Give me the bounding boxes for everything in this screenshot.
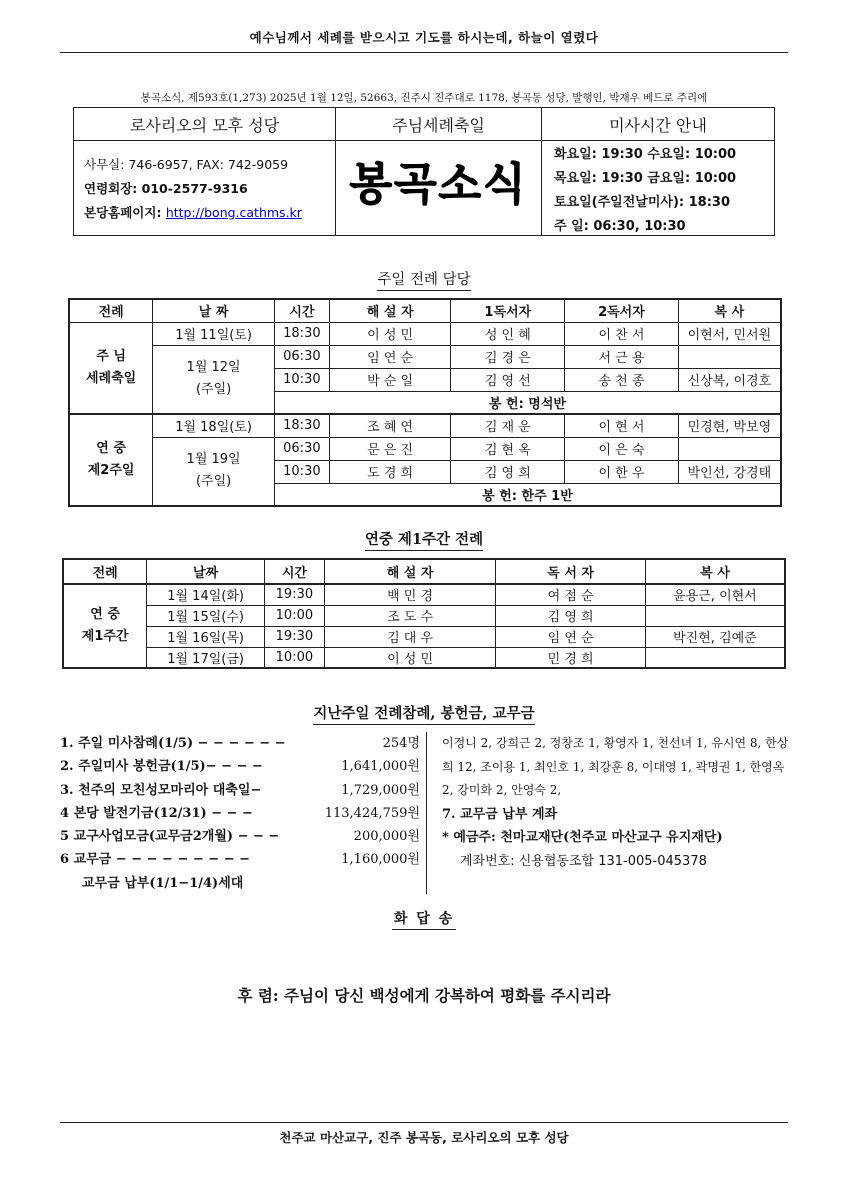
col-header: 복 사 bbox=[645, 559, 785, 584]
time-cell: 19:30 bbox=[264, 626, 324, 647]
reader-cell: 임 연 순 bbox=[496, 626, 646, 647]
reader1-cell: 김 경 은 bbox=[451, 345, 565, 368]
homepage-label: 본당홈페이지: bbox=[84, 205, 166, 220]
top-banner: 예수님께서 세례를 받으시고 기도를 하시는데, 하늘이 열렸다 bbox=[60, 28, 788, 53]
col-header: 복 사 bbox=[678, 299, 781, 322]
table-row bbox=[63, 626, 785, 647]
reader-cell: 여 점 순 bbox=[496, 584, 646, 605]
servers-cell: 신상복, 이경호 bbox=[678, 368, 781, 391]
donor-list: 이정니 2, 강희근 2, 정창조 1, 황영자 1, 천선녀 1, 유시연 8, 한상희 12, 조이용 1, 최인호 1, 최강훈 8, 이대영 1, 곽명권 1, 한영옥 2, 강미화 2, 안영숙 2, bbox=[442, 736, 789, 797]
reader1-cell: 김 재 운 bbox=[451, 414, 565, 437]
reader2-cell: 이 현 서 bbox=[565, 414, 679, 437]
table-row bbox=[69, 322, 781, 345]
footer-divider bbox=[60, 1122, 788, 1123]
table-row bbox=[63, 605, 785, 626]
ledger-row: 5 교구사업모금(교무금2개월) − − − 200,000원 bbox=[60, 829, 420, 845]
table-header-row bbox=[69, 299, 781, 322]
servers-cell: 윤용근, 이현서 bbox=[645, 584, 785, 605]
servers-cell bbox=[645, 605, 785, 626]
date-cell: 1월 19일 (주일) bbox=[153, 437, 275, 506]
col-header: 시간 bbox=[264, 559, 324, 584]
date-cell: 1월 17일(금) bbox=[147, 647, 265, 668]
header-box bbox=[73, 107, 775, 236]
weekday-liturgy-title: 연중 제1주간 전례 bbox=[0, 528, 848, 549]
weekday-liturgy-table bbox=[62, 558, 786, 669]
time-cell: 10:00 bbox=[264, 647, 324, 668]
feast-name: 주님세례축일 bbox=[336, 108, 541, 141]
col-header: 독 서 자 bbox=[496, 559, 646, 584]
date-cell: 1월 12일 (주일) bbox=[153, 345, 275, 414]
offering-cell: 봉 헌: 명석반 bbox=[274, 391, 781, 414]
col-header: 해 설 자 bbox=[324, 559, 495, 584]
col-header: 날 짜 bbox=[153, 299, 275, 322]
reader2-cell: 송 천 종 bbox=[565, 368, 679, 391]
time-cell: 10:30 bbox=[274, 460, 329, 483]
col-header: 1독서자 bbox=[451, 299, 565, 322]
col-header: 2독서자 bbox=[565, 299, 679, 322]
sunday-liturgy-table bbox=[68, 298, 782, 507]
col-header: 날짜 bbox=[147, 559, 265, 584]
table-row bbox=[69, 437, 781, 460]
servers-cell: 이현서, 민서원 bbox=[678, 322, 781, 345]
mass-time-title: 미사시간 안내 bbox=[542, 108, 774, 141]
commentator-cell: 김 대 우 bbox=[324, 626, 495, 647]
col-header: 전례 bbox=[69, 299, 153, 322]
liturgy-name: 주 님 세례축일 bbox=[69, 322, 153, 414]
newsletter-title: 봉곡소식 bbox=[349, 159, 528, 210]
servers-cell: 박진현, 김예준 bbox=[645, 626, 785, 647]
sunday-liturgy-title: 주일 전례 담당 bbox=[0, 268, 848, 289]
reader-cell: 김 영 희 bbox=[496, 605, 646, 626]
homepage-link[interactable]: http://bong.cathms.kr bbox=[165, 205, 302, 220]
commentator-cell: 이 성 민 bbox=[329, 322, 451, 345]
reader-cell: 민 경 희 bbox=[496, 647, 646, 668]
servers-cell: 민경현, 박보영 bbox=[678, 414, 781, 437]
time-cell: 18:30 bbox=[274, 322, 329, 345]
date-cell: 1월 15일(수) bbox=[147, 605, 265, 626]
reader1-cell: 김 영 선 bbox=[451, 368, 565, 391]
col-header: 전례 bbox=[63, 559, 147, 584]
commentator-cell: 도 경 희 bbox=[329, 460, 451, 483]
reader2-cell: 이 찬 서 bbox=[565, 322, 679, 345]
account-title: 7. 교무금 납부 계좌 bbox=[442, 806, 558, 822]
header-title-cell bbox=[336, 108, 542, 235]
ledger-row: 1. 주일 미사참례(1/5) − − − − − − 254명 bbox=[60, 736, 420, 751]
table-row bbox=[69, 345, 781, 368]
account-number: 계좌번호: 신용협동조합 131-005-045378 bbox=[460, 853, 707, 869]
commentator-cell: 박 순 일 bbox=[329, 368, 451, 391]
issue-line: 봉곡소식, 제593호(1,273) 2025년 1월 12일, 52663, 진주시 진주대로 1178, 봉곡동 성당, 발행인, 박재우 베드로 주리에 bbox=[140, 92, 708, 104]
commentator-cell: 조 도 수 bbox=[324, 605, 495, 626]
servers-cell bbox=[678, 437, 781, 460]
hwadap-title: 화 답 송 bbox=[0, 908, 848, 928]
col-header: 시간 bbox=[274, 299, 329, 322]
time-cell: 10:30 bbox=[274, 368, 329, 391]
commentator-cell: 이 성 민 bbox=[324, 647, 495, 668]
mass-time-line: 토요일(주일전날미사): 18:30 bbox=[554, 195, 731, 210]
commentator-cell: 문 은 진 bbox=[329, 437, 451, 460]
time-cell: 18:30 bbox=[274, 414, 329, 437]
date-cell: 1월 11일(토) bbox=[153, 322, 275, 345]
office-phone: 사무실: 746-6957, FAX: 742-9059 bbox=[84, 157, 289, 172]
finance-ledger bbox=[60, 732, 420, 895]
date-cell: 1월 18일(토) bbox=[153, 414, 275, 437]
liturgy-name: 연 중 제1주간 bbox=[63, 584, 147, 668]
date-cell: 1월 14일(화) bbox=[147, 584, 265, 605]
date-cell: 1월 16일(목) bbox=[147, 626, 265, 647]
table-row bbox=[69, 414, 781, 437]
offering-cell: 봉 헌: 한주 1반 bbox=[274, 483, 781, 506]
time-cell: 10:00 bbox=[264, 605, 324, 626]
council-phone: 연령회장: 010-2577-9316 bbox=[84, 181, 248, 196]
ledger-row: 2. 주일미사 봉헌금(1/5)− − − − 1,641,000원 bbox=[60, 759, 420, 775]
time-cell: 06:30 bbox=[274, 345, 329, 368]
column-divider bbox=[426, 732, 427, 894]
commentator-cell: 조 혜 연 bbox=[329, 414, 451, 437]
table-header-row bbox=[63, 559, 785, 584]
col-header: 해 설 자 bbox=[329, 299, 451, 322]
footer-text: 천주교 마산교구, 진주 봉곡동, 로사리오의 모후 성당 bbox=[279, 1130, 569, 1145]
parish-name: 로사리오의 모후 성당 bbox=[74, 108, 335, 141]
reader1-cell: 김 현 옥 bbox=[451, 437, 565, 460]
commentator-cell: 임 연 순 bbox=[329, 345, 451, 368]
account-holder: * 예금주: 천마교재단(천주교 마산교구 유지재단) bbox=[442, 830, 723, 845]
mass-time-line: 목요일: 19:30 금요일: 10:00 bbox=[554, 171, 737, 186]
homepage-line bbox=[84, 201, 335, 225]
commentator-cell: 백 민 경 bbox=[324, 584, 495, 605]
reader2-cell: 서 근 용 bbox=[565, 345, 679, 368]
servers-cell bbox=[678, 345, 781, 368]
donor-column bbox=[442, 732, 792, 873]
finance-title: 지난주일 전례참례, 봉헌금, 교무금 bbox=[0, 702, 848, 723]
reader2-cell: 이 은 숙 bbox=[565, 437, 679, 460]
servers-cell: 박인선, 강경태 bbox=[678, 460, 781, 483]
table-row bbox=[63, 647, 785, 668]
time-cell: 06:30 bbox=[274, 437, 329, 460]
table-row bbox=[63, 584, 785, 605]
ledger-row: 3. 천주의 모친성모마리아 대축일− 1,729,000원 bbox=[60, 782, 420, 798]
time-cell: 19:30 bbox=[264, 584, 324, 605]
mass-time-line: 화요일: 19:30 수요일: 10:00 bbox=[554, 147, 737, 162]
ledger-row: 6 교무금 − − − − − − − − − 1,160,000원 bbox=[60, 852, 420, 868]
header-mass-cell bbox=[542, 108, 774, 235]
payment-note: 교무금 납부(1/1−1/4)세대 bbox=[82, 875, 244, 891]
ledger-row: 4 본당 발전기금(12/31) − − − 113,424,759원 bbox=[60, 805, 420, 821]
hureom-text: 후 렴: 주님이 당신 백성에게 강복하여 평화를 주시리라 bbox=[237, 986, 611, 1005]
mass-time-line: 주 일: 06:30, 10:30 bbox=[554, 219, 686, 234]
header-info-cell bbox=[74, 108, 336, 235]
liturgy-name: 연 중 제2주일 bbox=[69, 414, 153, 506]
servers-cell bbox=[645, 647, 785, 668]
reader1-cell: 성 인 혜 bbox=[451, 322, 565, 345]
reader2-cell: 이 한 우 bbox=[565, 460, 679, 483]
reader1-cell: 김 영 희 bbox=[451, 460, 565, 483]
